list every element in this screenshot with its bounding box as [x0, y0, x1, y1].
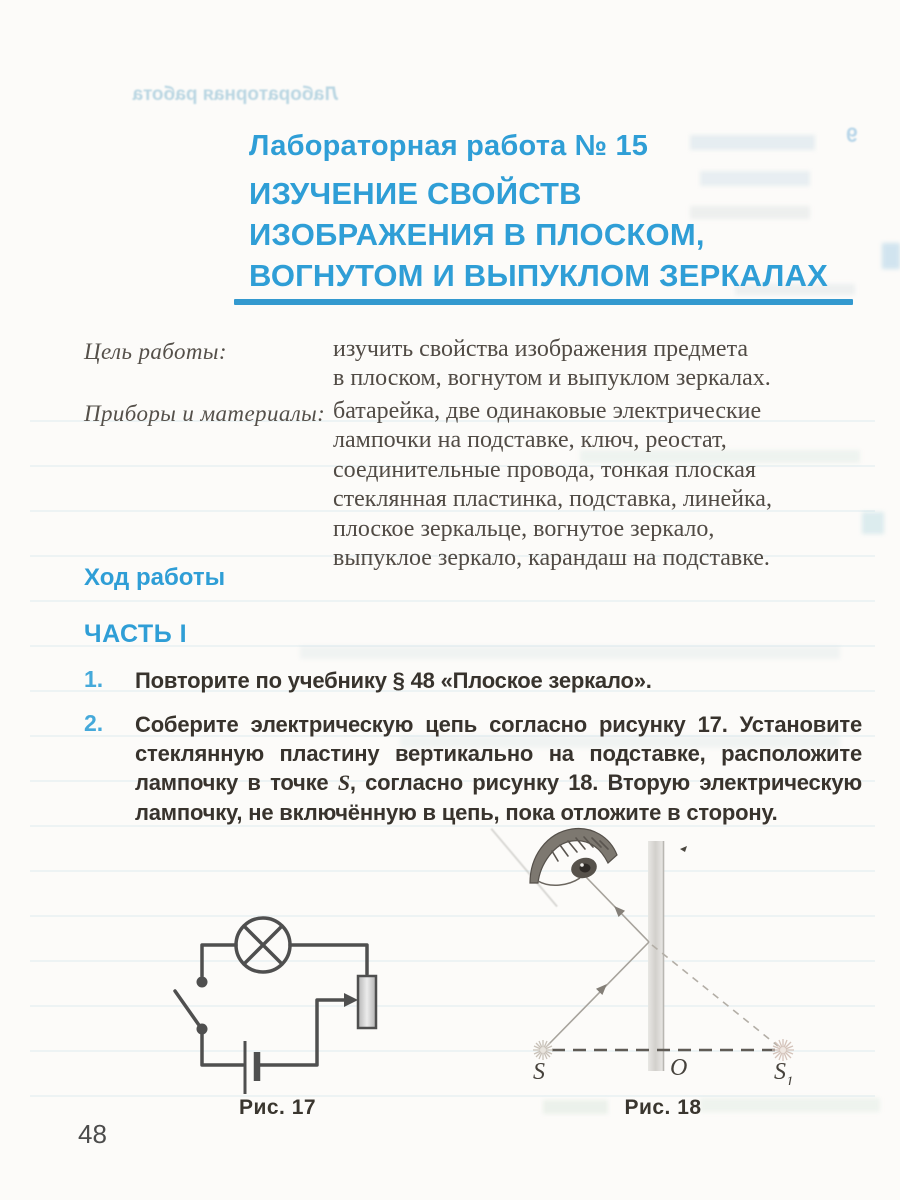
switch-contact — [197, 977, 208, 988]
eye-illustration — [530, 829, 617, 886]
materials-text — [333, 397, 772, 573]
wire — [202, 945, 236, 976]
figure-18-caption: Рис. 18 — [624, 1096, 702, 1119]
step-2-text — [135, 710, 862, 827]
figure-17-caption: Рис. 17 — [238, 1096, 317, 1119]
step-2-line: лампочку в точке S, согласно рисунку 18. Вторую электрическую — [135, 770, 862, 796]
figure-18-ray-diagram — [500, 813, 880, 1085]
switch-lever — [175, 991, 201, 1028]
lab-work-title: Лабораторная работа № 15 — [249, 130, 649, 162]
mirror-plate — [648, 841, 663, 1071]
goal-text — [333, 335, 771, 394]
bleed-through-title: Лабораторная работа — [132, 84, 338, 105]
rheostat-arrow — [344, 993, 358, 1007]
lab-work-heading — [249, 173, 828, 296]
materials-text-line: лампочки на подставке, ключ, реостат, — [333, 427, 727, 454]
label-s1-subscript: 1 — [786, 1074, 794, 1085]
eye-highlight — [580, 863, 584, 867]
point-s-symbol: S — [337, 770, 350, 796]
virtual-ray — [652, 945, 778, 1046]
heading-underline — [234, 299, 853, 305]
label-o: O — [670, 1055, 688, 1081]
step-2-number: 2. — [84, 710, 104, 736]
step-1-number: 1. — [84, 666, 104, 692]
image-star — [772, 1039, 794, 1061]
light-source-star — [533, 1040, 553, 1060]
materials-text-line: выпуклое зеркало, карандаш на подставке. — [333, 545, 770, 572]
wire — [258, 1000, 346, 1065]
label-s: S — [533, 1059, 545, 1085]
ink-speck — [680, 846, 687, 852]
wire — [290, 945, 367, 974]
label-s1: $S_1$ — [774, 1059, 794, 1085]
rheostat-symbol — [358, 976, 376, 1028]
part-one-heading: ЧАСТЬ I — [84, 620, 188, 648]
incident-ray — [548, 942, 649, 1045]
bleed-through-smudge — [300, 646, 840, 659]
step-2-line: Соберите электрическую цепь согласно рисунку 17. Установите — [135, 712, 862, 737]
bleed-through-smudge — [690, 135, 815, 150]
goal-label: Цель работы: — [84, 339, 227, 364]
step-2-line: стеклянную пластину вертикально на подставке, расположите — [135, 741, 862, 767]
goal-text-line: в плоском, вогнутом и выпуклом зеркалах. — [333, 365, 771, 392]
materials-label: Приборы и материалы: — [84, 401, 326, 426]
goal-text-line: изучить свойства изображения предмета — [333, 336, 748, 362]
wire — [202, 1034, 243, 1065]
heading-line: ИЗУЧЕНИЕ СВОЙСТВ — [249, 176, 582, 211]
figure-17-circuit-diagram — [165, 898, 410, 1103]
materials-text-line: соединительные провода, тонкая плоская — [333, 456, 756, 483]
bleed-through-smudge — [882, 243, 900, 269]
step-2-line: лампочку, не включённую в цепь, пока отложите в сторону. — [135, 799, 778, 825]
lower-eyelid — [538, 878, 580, 885]
bleed-through-badge: 9 — [846, 124, 858, 147]
page-number: 48 — [78, 1119, 107, 1149]
switch-contact — [197, 1024, 208, 1035]
course-of-work-heading: Ход работы — [84, 564, 226, 591]
materials-text-line: батарейка, две одинаковые электрические — [333, 398, 762, 424]
heading-line: ИЗОБРАЖЕНИЯ В ПЛОСКОМ, — [249, 217, 705, 252]
materials-text-line: плоское зеркальце, вогнутое зеркало, — [333, 515, 715, 542]
materials-text-line: стеклянная пластинка, подставка, линейка, — [333, 486, 772, 513]
bleed-through-smudge — [862, 512, 884, 534]
ruled-line — [30, 600, 875, 602]
step-1-text: Повторите по учебнику § 48 «Плоское зеркало». — [135, 668, 652, 693]
heading-line: ВОГНУТОМ И ВЫПУКЛОМ ЗЕРКАЛАХ — [249, 258, 828, 293]
